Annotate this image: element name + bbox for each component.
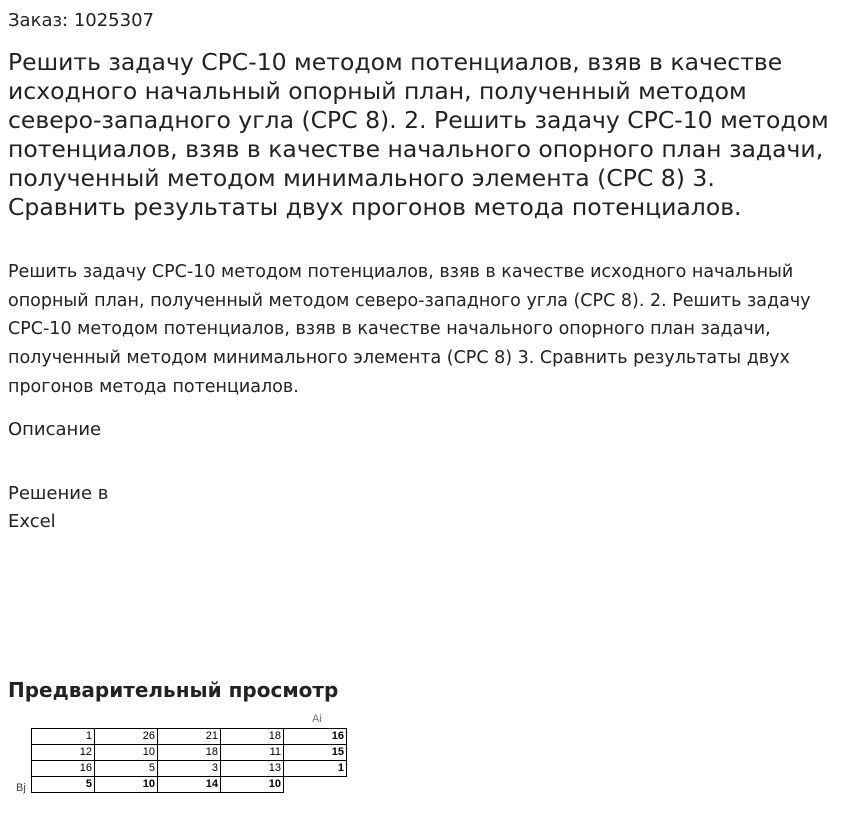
description-section-label: Описание [8,419,102,440]
table-cell: 18 [221,729,284,745]
task-description: Решить задачу СРС-10 методом потенциалов, взяв в качестве исходного начальный опорный план, полученный методом северо-западного угла (СРС 8). 2. Решить задачу СРС-10 методом потенциалов, взяв в качестве начального опорного план задачи, полученный методом минимального элемента (СРС 8) 3. Сравнить результаты двух прогонов метода потенциалов. [8,262,811,397]
table-cell: 5 [95,761,158,777]
demand-cell: 5 [32,777,95,793]
cost-table [31,728,347,793]
demand-row [32,777,347,793]
demand-cell: 10 [221,777,284,793]
table-cell: 18 [158,745,221,761]
table-cell: 16 [32,761,95,777]
page-title: Решить задачу СРС-10 методом потенциалов, взяв в качестве исходного начальный опорный план, полученный методом северо-западного угла (СРС 8). 2. Решить задачу СРС-10 методом потенциалов, взяв в качестве начального опорного план задачи, полученный методом минимального элемента (СРС 8) 3. Сравнить результаты двух прогонов метода потенциалов. [8,48,829,221]
table-row [32,729,347,745]
table-cell: 12 [32,745,95,761]
supply-cell: 1 [284,761,347,777]
supply-cell: 15 [284,745,347,761]
table-cell: 11 [221,745,284,761]
table-cell: 13 [221,761,284,777]
table-cell: 3 [158,761,221,777]
demand-cell: 10 [95,777,158,793]
table-row [32,745,347,761]
preview-heading: Предварительный просмотр [8,678,339,702]
table-cell: 21 [158,729,221,745]
table-cell: 1 [32,729,95,745]
order-number: Заказ: 1025307 [8,10,154,31]
bj-row-label: Bj [16,782,26,794]
supply-cell: 16 [284,729,347,745]
spreadsheet-preview [0,708,360,808]
empty-cell [284,777,347,793]
solution-type: Решение в Excel [8,483,109,532]
demand-cell: 14 [158,777,221,793]
table-row [32,761,347,777]
ai-column-label: Ai [312,713,322,725]
table-cell: 10 [95,745,158,761]
table-cell: 26 [95,729,158,745]
